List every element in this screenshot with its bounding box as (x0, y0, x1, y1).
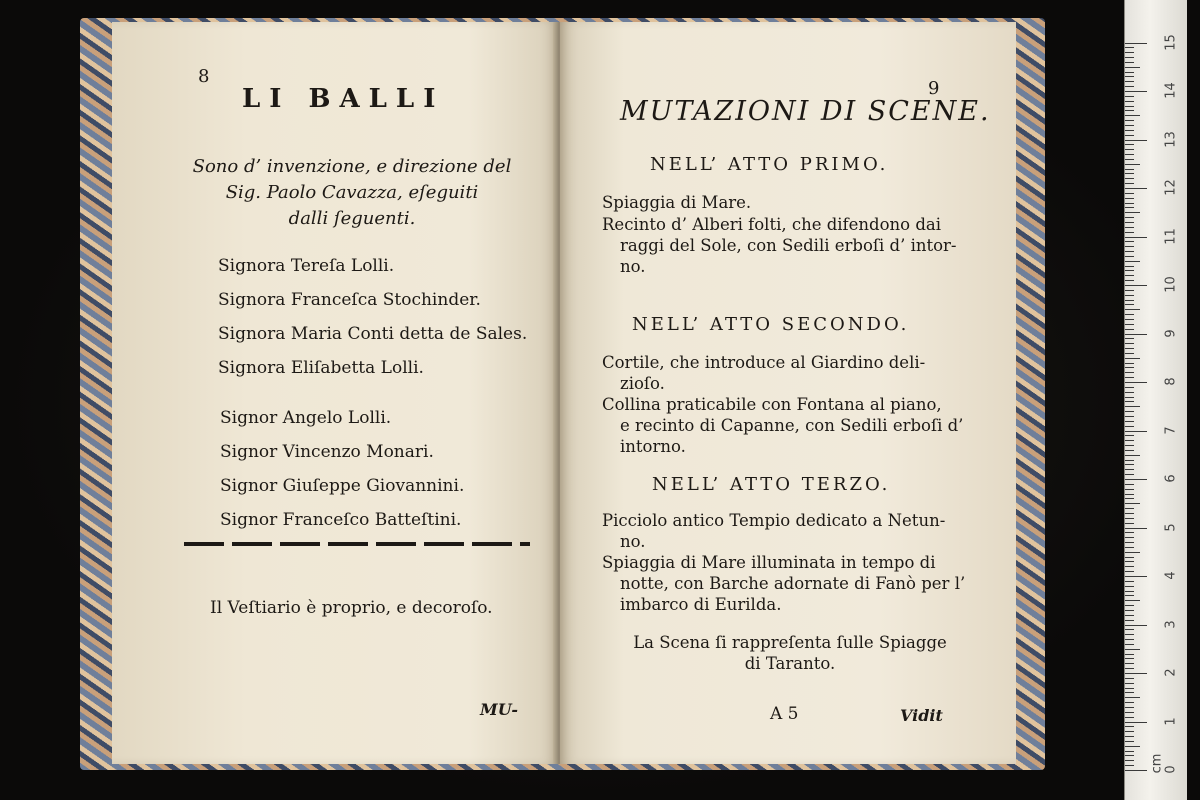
ruler-tick (1125, 324, 1134, 325)
ruler-tick (1125, 285, 1147, 286)
ruler-tick (1125, 217, 1134, 218)
ruler-tick (1125, 469, 1134, 470)
ruler-tick (1125, 67, 1140, 68)
act-2-scene-2-first: Collina praticabile con Fontana al piano, (602, 395, 942, 414)
ruler-tick (1125, 731, 1134, 732)
ruler-tick (1125, 280, 1134, 281)
ruler-tick (1125, 382, 1147, 383)
invention-line-3: dalli ſeguenti. (288, 208, 416, 229)
ruler-tick (1125, 498, 1134, 499)
vestiario-note: Il Veſtiario è proprio, e decoroſo. (210, 598, 493, 618)
ruler-tick (1125, 411, 1134, 412)
ruler-tick (1125, 600, 1140, 601)
ruler-tick (1125, 658, 1134, 659)
right-page-title: MUTAZIONI DI SCENE. (620, 96, 991, 127)
ruler-tick (1125, 591, 1134, 592)
ruler-tick (1125, 760, 1134, 761)
ruler-label: 6 (1163, 474, 1179, 483)
act-2-scene-1-first: Cortile, che introduce al Giardino deli- (602, 353, 926, 372)
ruler-tick (1125, 697, 1140, 698)
ruler-tick (1125, 668, 1134, 669)
ruler-tick (1125, 266, 1134, 267)
act-1-scene-1-text: Spiaggia di Mare. (602, 193, 752, 212)
ruler-tick (1125, 334, 1147, 335)
ruler-tick (1125, 159, 1134, 160)
ruler-tick (1125, 576, 1147, 577)
ruler-label: 10 (1163, 276, 1179, 293)
ruler-tick (1125, 581, 1134, 582)
ruler-tick (1125, 639, 1134, 640)
ruler-tick (1125, 125, 1134, 126)
ruler-tick (1125, 736, 1134, 737)
ruler-tick (1125, 751, 1134, 752)
ruler-tick (1125, 154, 1134, 155)
ruler-label: 11 (1163, 227, 1179, 245)
ruler-tick (1125, 207, 1134, 208)
ruler-tick (1125, 494, 1134, 495)
right-catchword: Vidit (900, 706, 943, 725)
ruler-tick (1125, 173, 1134, 174)
ruler-tick (1125, 610, 1134, 611)
act-3-scene-2-first: Spiaggia di Mare illuminata in tempo di (602, 553, 936, 572)
ruler-label: 1 (1163, 716, 1179, 726)
ruler-label: 7 (1163, 425, 1179, 435)
ruler-tick (1125, 115, 1140, 116)
ruler-tick (1125, 513, 1134, 514)
ruler-tick (1125, 755, 1134, 756)
dancer-signora-4: Signora Eliſabetta Lolli. (218, 358, 424, 378)
act-1-scene-2-rest: raggi del Sole, con Sedili erboſi d’ intor- no. (620, 236, 957, 276)
ruler-tick (1125, 43, 1147, 44)
ruler-tick (1125, 140, 1147, 141)
act-2-scene-2-rest: e recinto di Capanne, con Sedili erboſi d’ intorno. (620, 416, 964, 456)
ruler-tick (1125, 770, 1147, 771)
setting-line-2: di Taranto. (744, 654, 836, 673)
ruler-tick (1125, 421, 1134, 422)
ruler-tick (1125, 484, 1134, 485)
ruler-tick (1125, 290, 1134, 291)
ruler-tick (1125, 605, 1134, 606)
act-2-scene-1-rest: zioſo. (620, 374, 665, 393)
ruler-tick (1125, 406, 1140, 407)
act-1-heading: NELL’ ATTO PRIMO. (650, 154, 889, 175)
ruler-tick (1125, 343, 1134, 344)
ruler-tick (1125, 212, 1140, 213)
dancer-signor-1: Signor Angelo Lolli. (220, 408, 392, 428)
ruler-tick (1125, 232, 1134, 233)
dancer-signor-4: Signor Franceſco Batteſtini. (220, 510, 462, 530)
ruler-tick (1125, 620, 1134, 621)
ruler-tick (1125, 246, 1134, 247)
act-3-scene-1-first: Picciolo antico Tempio dedicato a Netun- (602, 511, 946, 530)
ruler-tick (1125, 673, 1147, 674)
ruler-tick (1125, 416, 1134, 417)
ruler-tick (1125, 537, 1134, 538)
ruler-tick (1125, 348, 1134, 349)
invention-line-1: Sono d’ invenzione, e direzione del (192, 156, 512, 177)
ruler-tick (1125, 712, 1134, 713)
ruler-tick (1125, 615, 1134, 616)
ruler-tick (1125, 130, 1134, 131)
act-1-scene-1 (602, 192, 972, 213)
ruler-label: 9 (1163, 328, 1179, 338)
dancer-signor-3: Signor Giuſeppe Giovannini. (220, 476, 465, 496)
ruler-tick (1125, 518, 1134, 519)
ruler-tick (1125, 198, 1134, 199)
ruler-tick (1125, 552, 1140, 553)
ruler-tick (1125, 663, 1134, 664)
ruler-tick (1125, 319, 1134, 320)
ruler-tick (1125, 135, 1134, 136)
ruler-label: 0 (1163, 765, 1179, 774)
ruler-tick (1125, 722, 1147, 723)
dancer-signora-2: Signora Franceſca Stochinder. (218, 290, 481, 310)
ruler-tick (1125, 503, 1140, 504)
ruler-tick (1125, 367, 1134, 368)
ruler-tick (1125, 91, 1147, 92)
right-page (560, 22, 1016, 764)
ruler-tick (1125, 532, 1134, 533)
ruler-tick (1125, 203, 1134, 204)
ruler-tick (1125, 557, 1134, 558)
act-1-scene-2 (602, 214, 972, 277)
ruler-label: 5 (1163, 522, 1179, 532)
act-3-scene-1-rest: no. (620, 532, 646, 551)
ruler-tick (1125, 547, 1134, 548)
ruler-tick (1125, 431, 1147, 432)
measuring-ruler (1124, 0, 1187, 800)
ruler-tick (1125, 300, 1134, 301)
ruler-tick (1125, 435, 1134, 436)
ruler-tick (1125, 251, 1134, 252)
right-page-number: 9 (928, 78, 940, 99)
ruler-tick (1125, 455, 1140, 456)
ruler-unit-label: cm (1149, 753, 1165, 774)
ruler-tick (1125, 586, 1134, 587)
act-3-scene-1 (602, 510, 972, 552)
ruler-label: 8 (1163, 377, 1179, 386)
invention-line-2: Sig. Paolo Cavazza, eſeguiti (225, 182, 479, 203)
ruler-tick (1125, 741, 1134, 742)
ruler-tick (1125, 106, 1134, 107)
ruler-tick (1125, 479, 1147, 480)
act-2-scene-1 (602, 352, 972, 394)
left-page-title: LI BALLI (242, 84, 445, 114)
ruler-label: 4 (1163, 571, 1179, 580)
ruler-tick (1125, 270, 1134, 271)
act-3-heading: NELL’ ATTO TERZO. (652, 474, 891, 495)
ruler-tick (1125, 101, 1134, 102)
ruler-tick (1125, 57, 1134, 58)
ruler-tick (1125, 164, 1140, 165)
act-2-heading: NELL’ ATTO SECONDO. (632, 314, 910, 335)
ruler-tick (1125, 717, 1134, 718)
ruler-label: 3 (1163, 619, 1179, 629)
act-2-scene-2 (602, 394, 972, 457)
ruler-tick (1125, 62, 1134, 63)
ruler-tick (1125, 358, 1140, 359)
ruler-tick (1125, 275, 1134, 276)
left-page (112, 22, 558, 764)
ruler-tick (1125, 261, 1140, 262)
ruler-label: 13 (1163, 130, 1179, 148)
ruler-tick (1125, 72, 1134, 73)
ruler-tick (1125, 595, 1134, 596)
left-page-number: 8 (198, 66, 210, 87)
ruler-tick (1125, 110, 1134, 111)
ruler-tick (1125, 566, 1134, 567)
ruler-tick (1125, 193, 1134, 194)
ruler-tick (1125, 401, 1134, 402)
ruler-tick (1125, 765, 1134, 766)
decorative-rule (184, 542, 530, 546)
ruler-tick (1125, 387, 1134, 388)
ruler-tick (1125, 644, 1134, 645)
ruler-tick (1125, 561, 1134, 562)
ruler-label: 2 (1163, 668, 1179, 677)
ruler-tick (1125, 188, 1147, 189)
invention-credit (182, 154, 522, 232)
ruler-tick (1125, 707, 1134, 708)
ruler-tick (1125, 464, 1134, 465)
ruler-tick (1125, 96, 1134, 97)
ruler-tick (1125, 237, 1147, 238)
ruler-tick (1125, 86, 1134, 87)
ruler-tick (1125, 295, 1134, 296)
ruler-tick (1125, 692, 1134, 693)
ruler-tick (1125, 629, 1134, 630)
ruler-tick (1125, 460, 1134, 461)
ruler-tick (1125, 542, 1134, 543)
ruler-label: 12 (1163, 179, 1179, 196)
ruler-tick (1125, 169, 1134, 170)
dancer-signora-3: Signora Maria Conti detta de Sales. (218, 324, 528, 344)
act-3-scene-2-rest: notte, con Barche adornate di Fanò per l’ imbarco di Eurilda. (620, 574, 966, 614)
ruler-tick (1125, 450, 1134, 451)
ruler-tick (1125, 474, 1134, 475)
ruler-tick (1125, 329, 1134, 330)
ruler-tick (1125, 440, 1134, 441)
ruler-tick (1125, 528, 1147, 529)
act-3-scene-2 (602, 552, 972, 615)
ruler-tick (1125, 683, 1134, 684)
ruler-tick (1125, 227, 1134, 228)
ruler-tick (1125, 426, 1134, 427)
ruler-tick (1125, 241, 1134, 242)
ruler-tick (1125, 625, 1147, 626)
ruler-tick (1125, 304, 1134, 305)
signature-mark: A 5 (770, 704, 799, 724)
ruler-tick (1125, 445, 1134, 446)
dancer-signora-1: Signora Tereſa Lolli. (218, 256, 395, 276)
ruler-tick (1125, 144, 1134, 145)
ruler-tick (1125, 314, 1134, 315)
ruler-tick (1125, 120, 1134, 121)
left-catchword: MU- (480, 700, 519, 719)
ruler-label: 14 (1163, 82, 1179, 99)
ruler-tick (1125, 397, 1134, 398)
ruler-tick (1125, 523, 1134, 524)
ruler-tick (1125, 649, 1140, 650)
ruler-tick (1125, 338, 1134, 339)
ruler-tick (1125, 392, 1134, 393)
ruler-tick (1125, 222, 1134, 223)
ruler-tick (1125, 309, 1140, 310)
ruler-tick (1125, 353, 1134, 354)
ruler-tick (1125, 726, 1134, 727)
ruler-tick (1125, 508, 1134, 509)
ruler-tick (1125, 76, 1134, 77)
ruler-tick (1125, 571, 1134, 572)
ruler-tick (1125, 654, 1134, 655)
setting-note (630, 632, 950, 674)
ruler-tick (1125, 363, 1134, 364)
ruler-tick (1125, 634, 1134, 635)
ruler-tick (1125, 377, 1134, 378)
ruler-tick (1125, 47, 1134, 48)
ruler-tick (1125, 183, 1134, 184)
ruler-tick (1125, 372, 1134, 373)
ruler-tick (1125, 746, 1140, 747)
ruler-tick (1125, 81, 1134, 82)
ruler-tick (1125, 489, 1134, 490)
ruler-tick (1125, 678, 1134, 679)
ruler-tick (1125, 178, 1134, 179)
ruler-tick (1125, 256, 1134, 257)
ruler-tick (1125, 688, 1134, 689)
ruler-tick (1125, 702, 1134, 703)
act-1-scene-2-first: Recinto d’ Alberi folti, che difendono dai (602, 215, 942, 234)
ruler-tick (1125, 52, 1134, 53)
ruler-label: 15 (1163, 33, 1179, 51)
ruler-tick (1125, 149, 1134, 150)
dancer-signor-2: Signor Vincenzo Monari. (220, 442, 434, 462)
setting-line-1: La Scena ſi rappreſenta ſulle Spiagge (633, 633, 947, 652)
